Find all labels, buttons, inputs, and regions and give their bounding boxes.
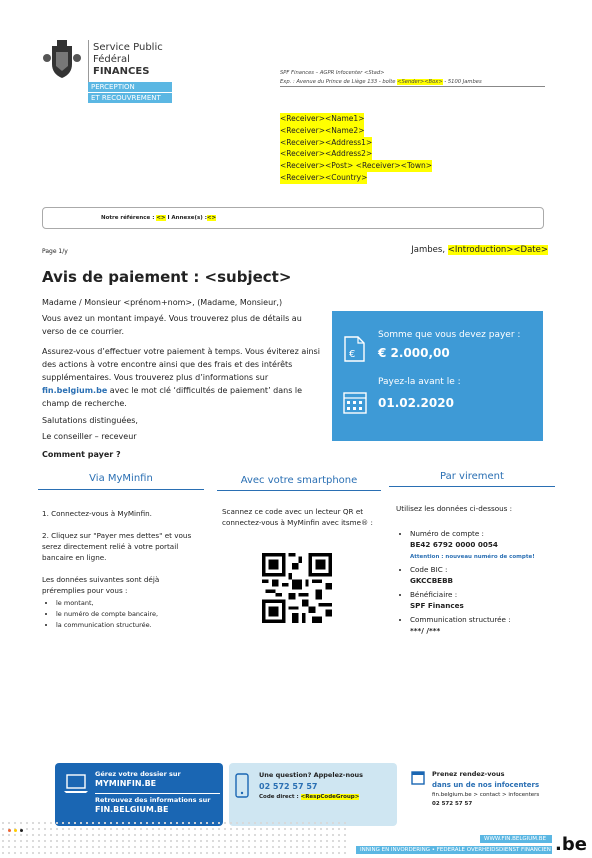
- calendar-icon: [342, 389, 368, 415]
- phone-icon: [234, 773, 250, 799]
- signature: Le conseiller – receveur: [42, 432, 137, 441]
- receiver-address: <Receiver><Name1> <Receiver><Name2> <Receiver><Address1> <Receiver><Address2> <Receiver><Post> <Receiver><Town> <Receiver><Country>: [280, 114, 433, 182]
- salutation: Madame / Monsieur <prénom+nom>, (Madame, Monsieur,): [42, 298, 283, 307]
- closing: Salutations distinguées,: [42, 416, 138, 425]
- footer-phone-card[interactable]: Une question? Appelez-nous 02 572 57 57 Code direct : <RespCodeGroup>: [229, 763, 397, 826]
- footer-myminfin-card[interactable]: Gérez votre dossier sur MYMINFIN.BE Retrouvez des informations sur FIN.BELGIUM.BE: [55, 763, 223, 826]
- decorative-dots: [0, 820, 350, 858]
- amount-label: Somme que vous devez payer :: [378, 330, 521, 340]
- be-logo: .be: [555, 834, 587, 855]
- col-myminfin-heading: Via MyMinfin: [38, 473, 204, 490]
- sender-address: SPF Finances – AGPR Infocenter <Stad> Exp. : Avenue du Prince de Liège 133 - boîte <Sender><Box> - 5100 Jambes: [280, 70, 482, 85]
- paragraph-2: Assurez-vous d’effectuer votre paiement à temps. Vous éviterez ainsi des actions à votre encontre ainsi que des frais et des intérêts supplémentaires. Vous trouverez plus d’informations sur fin.belgium.be avec le mot clé ‘difficultés de paiement’ dans le champ de recherche.: [42, 347, 320, 408]
- paragraph-1: Vous avez un montant impayé. Vous trouverez plus de détails au verso de ce courrier.: [42, 314, 302, 336]
- list-item: • le numéro de compte bancaire,: [56, 609, 202, 620]
- transfer-details: Utilisez les données ci-dessous : • Numéro de compte : BE42 6792 0000 0054 Attention : nouveau numéro de compte! • Code BIC : GKCCBEBB • Bénéficiaire : SPF Finances • Communication structurée : ***/ /***: [396, 503, 546, 636]
- website-link[interactable]: WWW.FIN.BELGIUM.BE: [480, 835, 552, 843]
- svg-text:€: €: [349, 349, 356, 360]
- qr-code-icon[interactable]: [262, 553, 332, 623]
- laptop-icon: [63, 773, 89, 795]
- department-tag-1: PERCEPTION: [88, 82, 172, 92]
- organisation-name: Service Public Fédéral FINANCES: [93, 42, 163, 77]
- sender-divider: [280, 86, 545, 87]
- fin-belgium-link[interactable]: fin.belgium.be: [42, 386, 108, 395]
- due-date-value: 01.02.2020: [378, 396, 454, 410]
- footer-appointment: Prenez rendez-vous dans un de nos infocenters fin.belgium.be > contact > infocenters 02 572 57 57: [406, 763, 556, 826]
- department-tag-2: ET RECOUVREMENT: [88, 93, 172, 103]
- how-to-pay-heading: Comment payer ?: [42, 450, 121, 459]
- place-date: Jambes, <Introduction><Date>: [411, 245, 548, 255]
- col-transfer-heading: Par virement: [389, 471, 555, 487]
- smartphone-instructions: Scannez ce code avec un lecteur QR et connectez-vous à MyMinfin avec itsme® :: [222, 507, 373, 527]
- reference-box: Notre référence : <> I Annexe(s) :<>: [42, 207, 544, 229]
- page-title: Avis de paiement : <subject>: [42, 268, 292, 286]
- due-date-label: Payez-la avant le :: [378, 377, 461, 387]
- calendar-icon: [411, 769, 425, 785]
- amount-value: € 2.000,00: [378, 346, 450, 360]
- page-number: Page 1/y: [42, 248, 68, 255]
- myminfin-instructions: 1. Connectez-vous à MyMinfin. 2. Cliquez sur "Payer mes dettes" et vous serez directement relié à votre portail bancaire en ligne. Les données suivantes sont déjà préremplies pour vous : • le montant, • le numéro de compte bancaire, • la communication structurée.: [42, 508, 202, 631]
- logo-separator: [88, 40, 89, 84]
- payment-summary-box: [332, 311, 543, 441]
- list-item: • la communication structurée.: [56, 620, 202, 631]
- col-smartphone-heading: Avec votre smartphone: [217, 475, 381, 491]
- list-item: • le montant,: [56, 598, 202, 609]
- footer-strip: INNING EN INVORDERING • FEDERALE OVERHEIDSDIENST FINANCIEN: [356, 846, 552, 854]
- document-euro-icon: [342, 335, 368, 363]
- belgian-crest-icon: [42, 38, 82, 82]
